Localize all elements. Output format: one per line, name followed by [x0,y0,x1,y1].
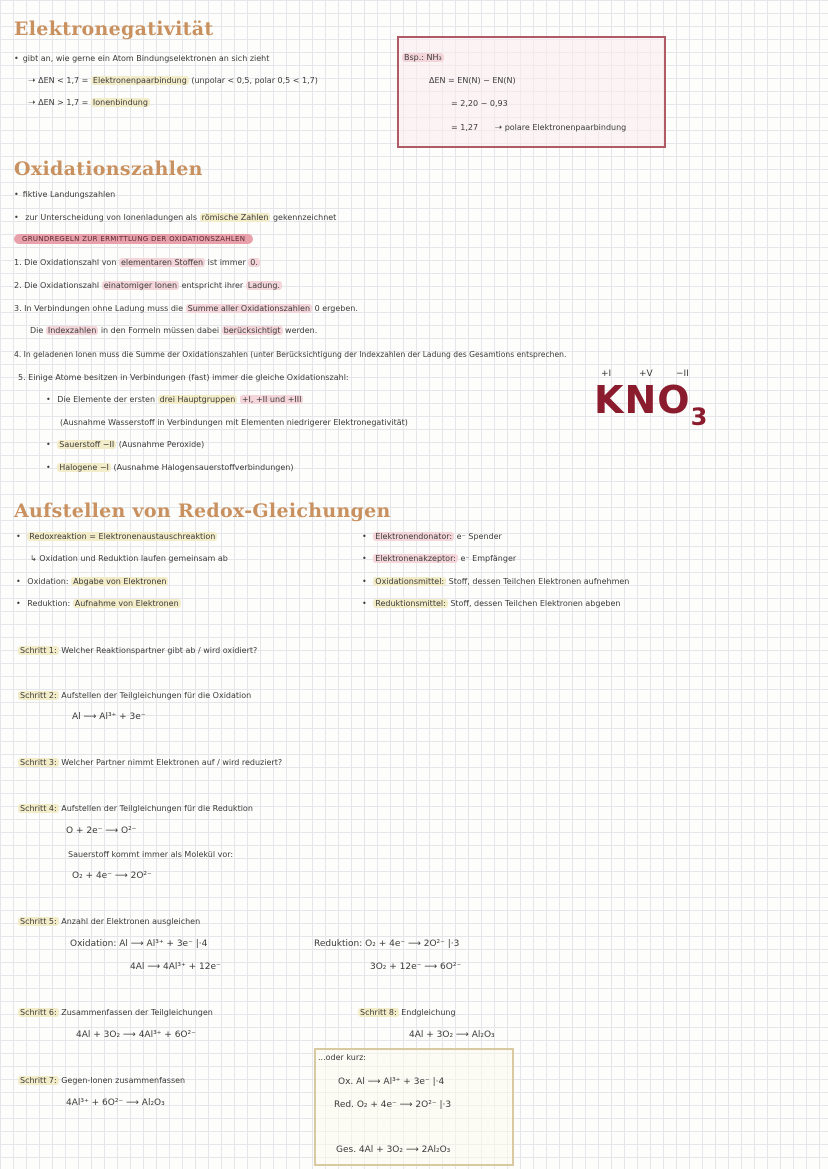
ox-rule-3 [14,304,358,313]
step-3 [18,758,282,767]
step-2-text: Aufstellen der Teilgleichungen für die Oxidation [61,691,252,700]
step-8-text: Endgleichung [401,1008,456,1017]
redox-reducer-highlight: Reduktionsmittel: [375,599,446,608]
step-8 [358,1008,456,1017]
redox-donor-highlight: Elektronendonator: [375,532,453,541]
ox-rule-5-bullet-1 [46,395,303,404]
ox-rule-3-sub-text: Die [30,326,44,335]
ox-rule-2-text: 2. Die Oxidationszahl [14,281,100,290]
ox-rule-3-sub-text-c: werden. [285,326,318,335]
en-definition: • gibt an, wie gerne ein Atom Bindungselektronen an sich zieht [14,54,269,63]
redox-oxidizer-highlight: Oxidationsmittel: [375,577,445,586]
step-6-text: Zusammenfassen der Teilgleichungen [61,1008,213,1017]
ox-rule-5-bullet-3-text: (Ausnahme Halogensauerstoffverbindungen) [113,463,294,472]
step-7 [18,1076,185,1085]
section-title-redox: Aufstellen von Redox-Gleichungen [14,500,391,522]
kno3-formula [594,378,708,431]
step-5-oxidation-2: 4Al ⟶ 4Al³⁺ + 12e⁻ [130,962,221,972]
step-5-reduction-2: 3O₂ + 12e⁻ ⟶ 6O²⁻ [370,962,462,972]
ox-rule-1-text-b: ist immer [207,258,246,267]
arrow-icon: ➝ [494,123,503,133]
ox-rule-4: 4. In geladenen Ionen muss die Summe der Oxidationszahlen (unter Berücksichtigung der Indexzahlen der Ladung des Gesamtions entsprechen. [14,350,567,359]
example-result-text: polare Elektronenpaarbindung [504,123,627,132]
step-7-text: Gegen-Ionen zusammenfassen [61,1076,186,1085]
kno3-formula-subscript: 3 [690,403,709,431]
step-7-label: Schritt 7: [20,1076,57,1085]
step-1-text: Welcher Reaktionspartner gibt ab / wird oxidiert? [61,646,258,655]
ox-rule-3-text-b: 0 ergeben. [314,304,358,313]
ox-rule-5-bullet-1-text: Die Elemente der ersten [57,395,156,404]
ox-bullet-1: • fiktive Landungszahlen [14,190,115,199]
en-rule-ionic-prefix: ΔEN > 1,7 = [38,98,89,107]
step-1 [18,646,257,655]
step-4-note: Sauerstoff kommt immer als Molekül vor: [68,850,234,859]
redox-reducer [362,599,620,608]
redox-acceptor-highlight: Elektronenakzeptor: [375,554,456,563]
step-2-label: Schritt 2: [20,691,57,700]
kno3-ox-k: +I [601,369,612,379]
return-arrow-icon: ↳ [30,554,37,563]
redox-definition [16,532,217,541]
ox-rule-5-bullet-1-note: (Ausnahme Wasserstoff in Verbindungen mit Elementen niedrigerer Elektronegativität) [60,418,408,427]
rules-header-badge: GRUNDREGELN ZUR ERMITTLUNG DER OXIDATIONSZAHLEN [14,234,253,244]
en-rule-covalent-suffix: (unpolar < 0,5, polar 0,5 < 1,7) [191,76,318,85]
ox-rule-2-highlight-2: Ladung. [247,281,280,290]
kno3-formula-text: KNO [594,378,691,422]
ox-rule-2-text-b: entspricht ihrer [181,281,244,290]
redox-donor [362,532,502,541]
ox-rule-3-sub-text-b: in den Formeln müssen dabei [100,326,220,335]
ox-rule-3-text: 3. In Verbindungen ohne Ladung muss die [14,304,184,313]
en-rule-ionic-highlight: Ionenbindung [92,98,148,107]
step-6-equation: 4Al + 3O₂ ⟶ 4Al³⁺ + 6O²⁻ [76,1030,196,1040]
summary-total: Ges. 4Al + 3O₂ ⟶ 2Al₂O₃ [336,1145,451,1155]
kno3-ox-n: +V [639,369,653,379]
redox-note [30,554,228,563]
redox-oxidizer [362,577,629,586]
ox-rule-5: 5. Einige Atome besitzen in Verbindungen (fast) immer die gleiche Oxidationszahl: [18,373,349,382]
ox-rule-5-bullet-3-highlight: Halogene −I [59,463,109,472]
step-8-equation: 4Al + 3O₂ ⟶ Al₂O₃ [409,1030,495,1040]
step-4 [18,804,253,813]
redox-reduction-highlight: Aufnahme von Elektronen [74,599,179,608]
step-5-label: Schritt 5: [20,917,57,926]
ox-rule-5-bullet-2-highlight: Sauerstoff −II [59,440,115,449]
step-5-reduction-1: Reduktion: O₂ + 4e⁻ ⟶ 2O²⁻ |·3 [314,939,460,949]
ox-rule-3-sub-highlight: Indexzahlen [47,326,97,335]
step-4-equation-2: O₂ + 4e⁻ ⟶ 2O²⁻ [72,871,152,881]
step-4-equation-1: O + 2e⁻ ⟶ O²⁻ [66,826,137,836]
redox-acceptor [362,554,516,563]
step-4-label: Schritt 4: [20,804,57,813]
ox-bullet-2 [14,213,336,222]
kno3-ox-o: −II [676,369,689,379]
en-rule-covalent-prefix: ΔEN < 1,7 = [38,76,89,85]
ox-rule-1 [14,258,260,267]
ox-bullet-2-prefix: zur Unterscheidung von Ionenladungen als [25,213,198,222]
ox-bullet-2-suffix: gekennzeichnet [272,213,337,222]
summary-oxidation: Ox. Al ⟶ Al³⁺ + 3e⁻ |·4 [338,1077,445,1087]
redox-oxidation-highlight: Abgabe von Elektronen [73,577,167,586]
redox-note-text: Oxidation und Reduktion laufen gemeinsam ab [39,554,228,563]
redox-donor-text: e⁻ Spender [456,532,502,541]
redox-reducer-text: Stoff, dessen Teilchen Elektronen abgeben [450,599,621,608]
redox-oxidation [16,577,168,586]
step-5-oxidation-1: Oxidation: Al ⟶ Al³⁺ + 3e⁻ |·4 [70,939,208,949]
step-5-text: Anzahl der Elektronen ausgleichen [61,917,201,926]
ox-rule-5-bullet-2-text: (Ausnahme Peroxide) [118,440,205,449]
en-rule-covalent [28,76,318,86]
step-3-label: Schritt 3: [20,758,57,767]
step-2-equation: Al ⟶ Al³⁺ + 3e⁻ [72,712,146,722]
ox-rule-1-text: 1. Die Oxidationszahl von [14,258,117,267]
ox-rule-5-bullet-2 [46,440,204,449]
ox-rule-3-highlight: Summe aller Oxidationszahlen [187,304,311,313]
step-2 [18,691,251,700]
ox-rule-5-bullet-3 [46,463,293,472]
ox-rule-3-sub-highlight-2: berücksichtigt [223,326,281,335]
step-5 [18,917,200,926]
step-8-label: Schritt 8: [360,1008,397,1017]
ox-bullet-2-highlight: römische Zahlen [201,213,269,222]
redox-acceptor-text: e⁻ Empfänger [460,554,517,563]
section-title-oxidation-numbers: Oxidationszahlen [14,158,203,180]
step-6 [18,1008,213,1017]
ox-rule-1-highlight: elementaren Stoffen [120,258,204,267]
example-line-2: = 2,20 − 0,93 [451,99,508,108]
step-7-equation: 4Al³⁺ + 6O²⁻ ⟶ Al₂O₃ [66,1098,165,1108]
redox-reduction-label: Reduktion: [27,599,71,608]
ox-rule-2-highlight: einatomiger Ionen [103,281,178,290]
summary-heading: ...oder kurz: [318,1053,366,1062]
redox-oxidizer-text: Stoff, dessen Teilchen Elektronen aufnehmen [448,577,630,586]
arrow-icon: ➝ [28,76,36,86]
redox-oxidation-label: Oxidation: [27,577,69,586]
ox-rule-1-highlight-2: 0. [250,258,258,267]
ox-rule-5-bullet-1-highlight: drei Hauptgruppen [159,395,236,404]
step-1-label: Schritt 1: [20,646,57,655]
example-label: Bsp.: NH₃ [404,53,442,62]
ox-rule-5-bullet-1-values: +I, +II und +III [241,395,302,404]
arrow-icon: ➝ [28,98,36,108]
example-line-3 [451,123,626,133]
example-line-1: ΔEN = EN(N) − EN(N) [429,76,516,85]
step-4-text: Aufstellen der Teilgleichungen für die Reduktion [61,804,253,813]
example-result-value: = 1,27 [451,123,479,132]
section-title-electronegativity: Elektronegativität [14,18,214,40]
ox-rule-2 [14,281,282,290]
en-rule-covalent-highlight: Elektronenpaarbindung [92,76,187,85]
step-3-text: Welcher Partner nimmt Elektronen auf / wird reduziert? [61,758,283,767]
step-6-label: Schritt 6: [20,1008,57,1017]
redox-reduction [16,599,181,608]
en-rule-ionic [28,98,150,108]
redox-definition-highlight: Redoxreaktion = Elektronenaustauschreaktion [29,532,216,541]
ox-rule-3-sub [30,326,317,335]
summary-reduction: Red. O₂ + 4e⁻ ⟶ 2O²⁻ |·3 [334,1100,452,1110]
